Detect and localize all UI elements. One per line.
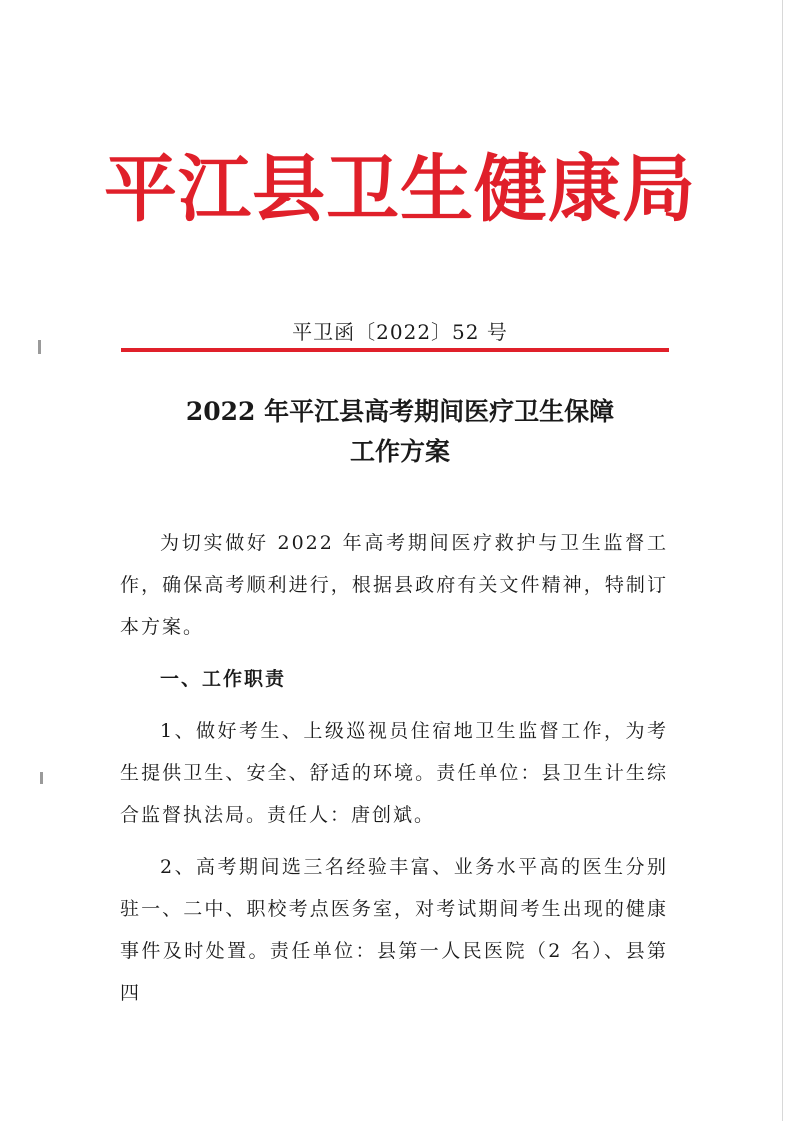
intro-paragraph: 为切实做好 2022 年高考期间医疗救护与卫生监督工作，确保高考顺利进行，根据县政府有关文件精神，特制订本方案。 xyxy=(120,532,668,638)
item-paragraph-1: 1、做好考生、上级巡视员住宿地卫生监督工作，为考生提供卫生、安全、舒适的环境。责任单位：县卫生计生综合监督执法局。责任人：唐创斌。 xyxy=(120,720,668,826)
title-line-1: 2022 年平江县高考期间医疗卫生保障 xyxy=(185,397,615,426)
document-body xyxy=(120,522,668,1024)
section-heading: 一、工作职责 xyxy=(160,668,287,690)
page-edge xyxy=(782,0,783,1121)
document-title xyxy=(90,392,710,472)
scan-artifact xyxy=(40,772,43,784)
document-number: 平卫函〔2022〕52 号 xyxy=(292,320,508,344)
item-paragraph-2: 2、高考期间选三名经验丰富、业务水平高的医生分别驻一、二中、职校考点医务室，对考试期间考生出现的健康事件及时处置。责任单位：县第一人民医院（2 名）、县第四 xyxy=(120,856,668,1004)
red-divider xyxy=(121,348,669,352)
letterhead-title: 平江县卫生健康局 xyxy=(104,147,696,232)
scan-artifact xyxy=(38,340,41,354)
title-line-2: 工作方案 xyxy=(349,437,450,466)
